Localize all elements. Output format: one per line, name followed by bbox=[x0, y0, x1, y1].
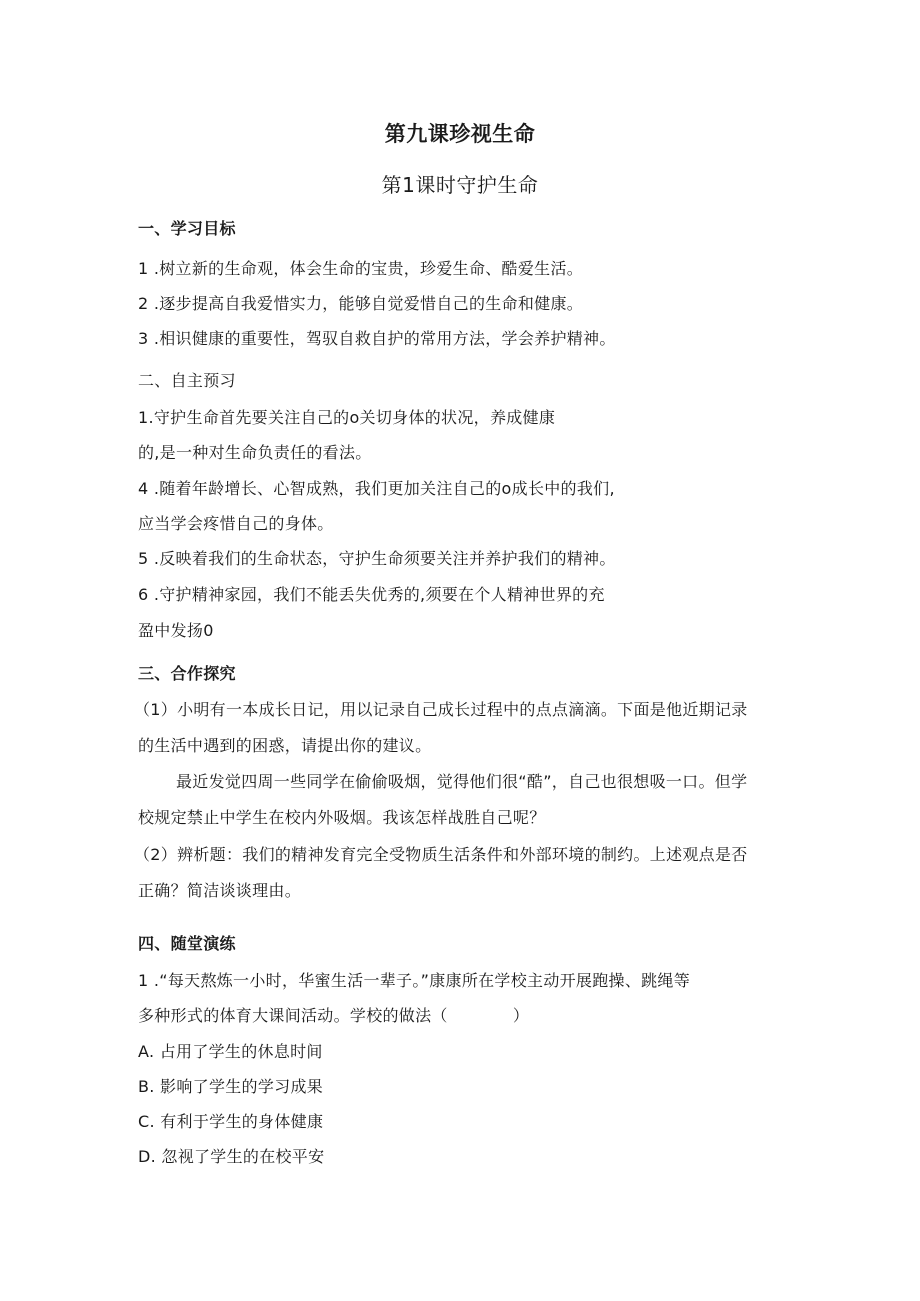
inquiry-line-1: （1）小明有一本成长日记，用以记录自己成长过程中的点点滴滴。下面是他近期记录 bbox=[134, 700, 748, 719]
preview-line-5: 5 .反映着我们的生命状态，守护生命须要关注并养护我们的精神。 bbox=[138, 549, 616, 568]
page-title: 第九课珍视生命 bbox=[384, 122, 536, 146]
preview-line-3: 4 .随着年龄增长、心智成熟，我们更加关注自己的o成长中的我们, bbox=[138, 479, 615, 498]
option-c: C. 有利于学生的身体健康 bbox=[138, 1112, 324, 1131]
option-a: A. 占用了学生的休息时间 bbox=[138, 1042, 323, 1061]
goal-item-2: 2 .逐步提高自我爱惜实力，能够自觉爱惜自己的生命和健康。 bbox=[138, 294, 584, 313]
section-heading-preview: 二、自主预习 bbox=[138, 371, 236, 390]
practice-question-line-1: 1 .“每天熬炼一小时，华蜜生活一辈子。”康康所在学校主动开展跑操、跳绳等 bbox=[138, 971, 691, 990]
section-heading-goals: 一、学习目标 bbox=[138, 219, 236, 238]
preview-line-1: 1.守护生命首先要关注自己的o关切身体的状况，养成健康 bbox=[138, 408, 556, 427]
section-heading-inquiry: 三、合作探究 bbox=[138, 664, 236, 683]
preview-line-2: 的,是一种对生命负责任的看法。 bbox=[138, 443, 372, 462]
inquiry-line-5: （2）辨析题：我们的精神发育完全受物质生活条件和外部环境的制约。上述观点是否 bbox=[134, 845, 748, 864]
option-b: B. 影响了学生的学习成果 bbox=[138, 1077, 324, 1096]
option-d: D. 忽视了学生的在校平安 bbox=[138, 1147, 325, 1166]
preview-line-7: 盈中发扬0 bbox=[138, 621, 214, 640]
inquiry-line-4: 校规定禁止中学生在校内外吸烟。我该怎样战胜自己呢？ bbox=[138, 808, 546, 827]
inquiry-line-2: 的生活中遇到的困惑，请提出你的建议。 bbox=[138, 736, 432, 755]
inquiry-line-3: 最近发觉四周一些同学在偷偷吸烟，觉得他们很“酷”，自己也很想吸一口。但学 bbox=[176, 772, 748, 791]
preview-line-4: 应当学会疼惜自己的身体。 bbox=[138, 514, 334, 533]
goal-item-3: 3 .相识健康的重要性，驾驭自救自护的常用方法，学会养护精神。 bbox=[138, 329, 616, 348]
goal-item-1: 1 .树立新的生命观，体会生命的宝贵，珍爱生命、酷爱生活。 bbox=[138, 259, 584, 278]
inquiry-line-6: 正确？简洁谈谈理由。 bbox=[138, 881, 302, 900]
page-subtitle: 第1课时守护生命 bbox=[381, 173, 539, 197]
preview-line-6: 6 .守护精神家园，我们不能丢失优秀的,须要在个人精神世界的充 bbox=[138, 585, 605, 604]
practice-question-line-2: 多种形式的体育大课间活动。学校的做法（ ） bbox=[138, 1006, 530, 1025]
section-heading-practice: 四、随堂演练 bbox=[138, 934, 236, 953]
